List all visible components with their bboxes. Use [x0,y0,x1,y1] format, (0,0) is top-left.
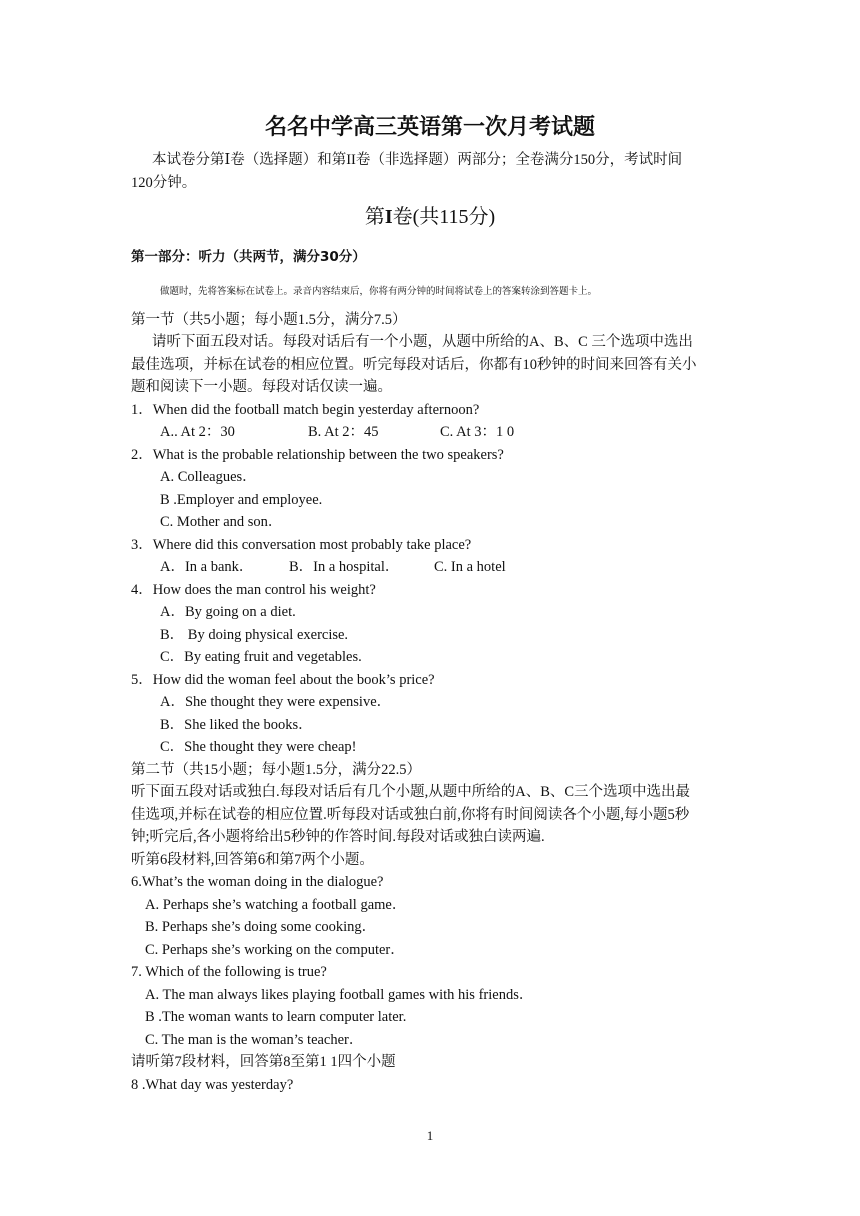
option-b: B. At 2：45 [308,424,379,440]
option-a: A. The man always likes playing football games with his friends． [145,987,534,1003]
option-a: A．She thought they were expensive． [160,694,392,710]
intro-text: 本试卷分第Ⅰ卷（选择题）和第II卷（非选择题）两部分；全卷满分150分，考试时间 [152,152,683,168]
question-stem: 7. Which of the following is true? [131,964,327,980]
section1-instructions: 请听下面五段对话。每段对话后有一个小题，从题中所给的A、B、C 三个选项中选出 [152,334,693,350]
option-a: A．By going on a diet. [160,604,296,620]
option-a: A. Colleagues． [160,469,257,485]
volume-title-post: 卷(共115分) [392,206,496,228]
option-c: C. The man is the woman’s teacher． [145,1032,364,1048]
question-stem: 2．What is the probable relationship between the two speakers? [131,447,504,463]
option-c: C．By eating fruit and vegetables. [160,649,362,665]
option-b: B. Perhaps she’s doing some cooking． [145,919,377,935]
section2-instructions: 钟;听完后,各小题将给出5秒钟的作答时间.每段对话或独白读两遍. [131,829,545,845]
option-c: C. In a hotel [434,559,506,575]
option-c: C．She thought they were cheap! [160,739,357,755]
exam-title: 名名中学高三英语第一次月考试题 [264,115,595,140]
section1-instructions: 题和阅读下一小题。每段对话仅读一遍。 [131,379,392,395]
section2-instructions: 听下面五段对话或独白.每段对话后有几个小题,从题中所给的A、B、C三个选项中选出最 [131,784,691,800]
option-a: A．In a bank． [160,559,254,575]
option-c: C. Perhaps she’s working on the computer． [145,942,405,958]
option-b: B．She liked the books． [160,717,313,733]
section2-heading: 第二节（共15小题；每小题1.5分，满分22.5） [131,762,421,778]
part1-heading: 第一部分：听力（共两节，满分30分） [131,249,366,265]
option-c: C. Mother and son． [160,514,283,530]
question-stem: 3．Where did this conversation most probably take place? [131,537,472,553]
question-stem: 6.What’s the woman doing in the dialogue? [131,874,384,890]
option-a: A.. At 2：30 [160,424,235,440]
page-number: 1 [426,1128,434,1143]
section1-instructions: 最佳选项，并标在试卷的相应位置。听完每段对话后，你都有10秒钟的时间来回答有关小 [131,357,697,373]
section2-instructions: 佳选项,并标在试卷的相应位置.听每段对话或独白前,你将有时间阅读各个小题,每小题5秒 [131,807,690,823]
question-stem: 1．When did the football match begin yesterday afternoon? [131,402,480,418]
option-b: B .Employer and employee. [160,492,323,508]
question-stem: 5．How did the woman feel about the book’s price? [131,672,435,688]
volume-title-pre: 第 [364,206,385,228]
volume-title [0,203,860,231]
section1-heading: 第一节（共5小题；每小题1.5分，满分7.5） [131,312,407,328]
material-note: 听第6段材料,回答第6和第7两个小题。 [131,852,374,868]
option-a: A. Perhaps she’s watching a football game． [145,897,407,913]
option-c: C. At 3：1 0 [440,424,515,440]
question-stem: 8 .What day was yesterday? [131,1077,294,1093]
intro-text: 120分钟。 [131,175,197,191]
option-b: B．In a hospital． [289,559,400,575]
part1-note: 做题时，先将答案标在试卷上。录音内容结束后，你将有两分钟的时间将试卷上的答案转涂到答题卡上。 [160,287,598,297]
option-b: B .The woman wants to learn computer later. [145,1009,407,1025]
option-b: B． By doing physical exercise. [160,627,349,643]
material-note: 请听第7段材料，回答第8至第1 1四个小题 [131,1054,396,1070]
volume-title-roman: I [384,206,393,228]
question-stem: 4．How does the man control his weight? [131,582,376,598]
